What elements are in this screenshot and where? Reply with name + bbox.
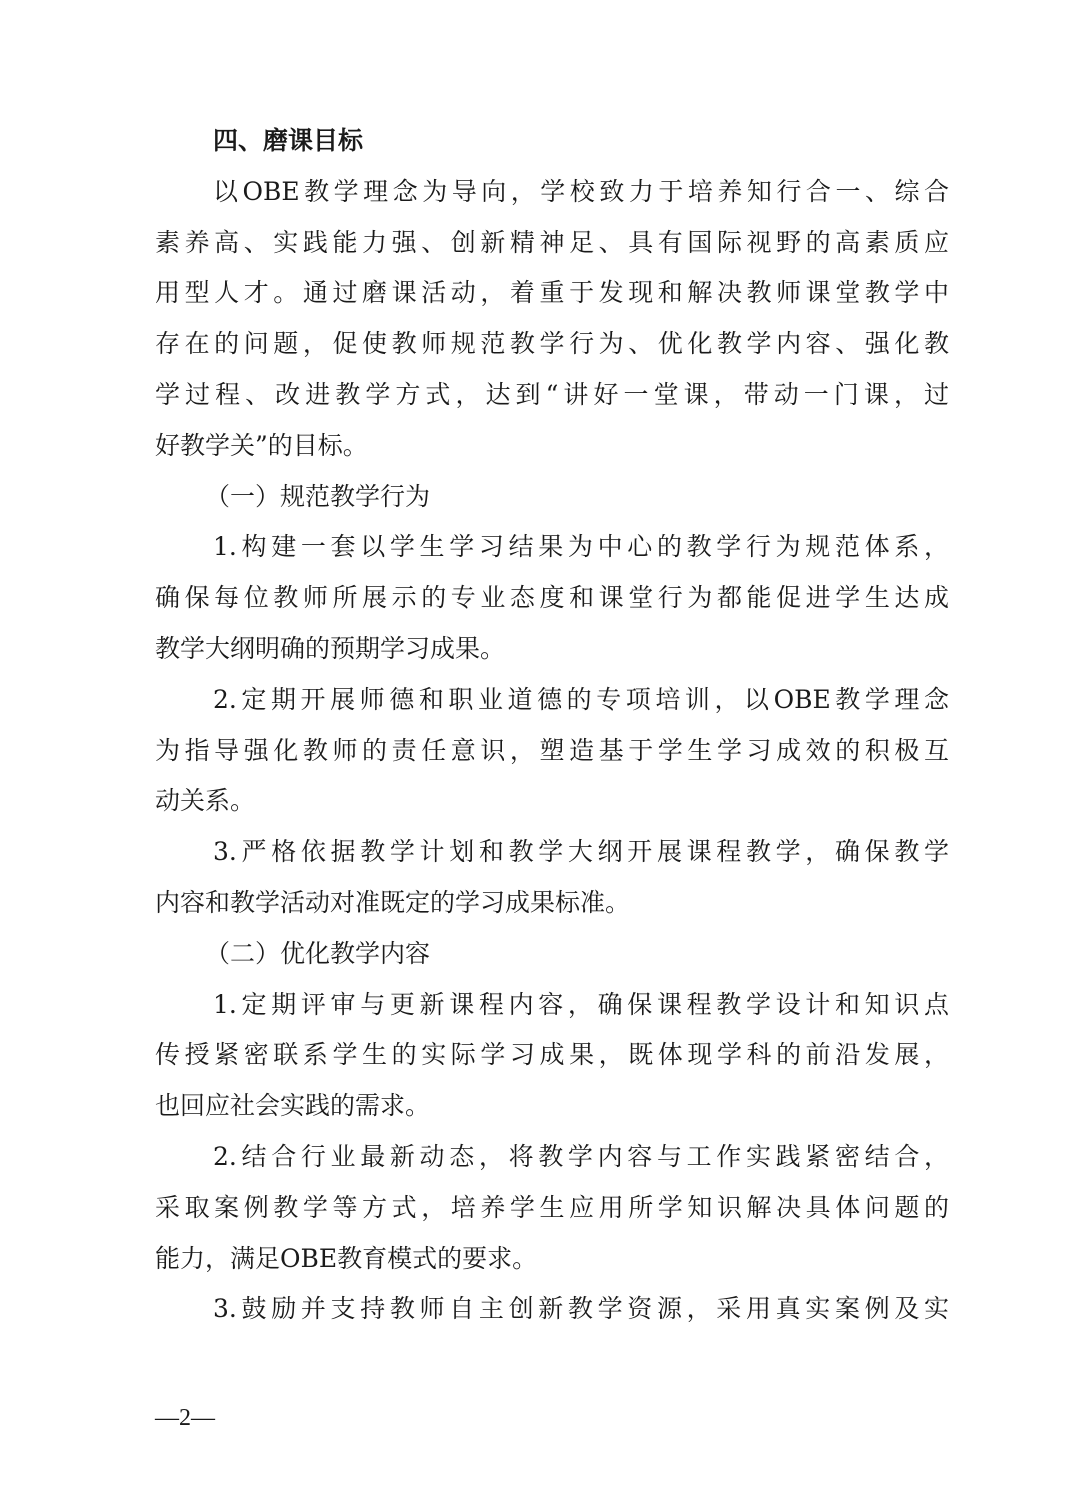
paragraph-2-1 <box>155 980 949 1132</box>
text-line: 用型人才。通过磨课活动，着重于发现和解决教师课堂教学中 <box>155 278 949 308</box>
intro-paragraph <box>155 167 949 472</box>
text-line: 存在的问题，促使教师规范教学行为、优化教学内容、强化教 <box>155 329 949 359</box>
page-number: —2— <box>155 1405 215 1431</box>
paragraph-1-1 <box>155 522 949 674</box>
text-line: 传授紧密联系学生的实际学习成果，既体现学科的前沿发展， <box>155 1040 949 1070</box>
text-line: 采取案例教学等方式，培养学生应用所学知识解决具体问题的 <box>155 1192 949 1222</box>
text-line: 2.结合行业最新动态，将教学内容与工作实践紧密结合， <box>213 1141 949 1171</box>
paragraph-2-3 <box>155 1284 949 1335</box>
text-line: 为指导强化教师的责任意识，塑造基于学生学习成效的积极互 <box>155 735 949 765</box>
text-line: 确保每位教师所展示的专业态度和课堂行为都能促进学生达成 <box>155 583 949 613</box>
text-line: 能力，满足OBE教育模式的要求。 <box>155 1243 538 1273</box>
text-line: 3.严格依据教学计划和教学大纲开展课程教学，确保教学 <box>213 837 949 867</box>
paragraph-2-2 <box>155 1132 949 1284</box>
text-line: 教学大纲明确的预期学习成果。 <box>155 633 506 663</box>
text-line: 以OBE教学理念为导向，学校致力于培养知行合一、综合 <box>213 176 949 206</box>
subheading-2: （二）优化教学内容 <box>205 938 431 968</box>
text-line: 2.定期开展师德和职业道德的专项培训，以OBE教学理念 <box>213 684 949 714</box>
paragraph-1-2 <box>155 675 949 827</box>
text-line: 素养高、实践能力强、创新精神足、具有国际视野的高素质应 <box>155 227 949 257</box>
text-line: 也回应社会实践的需求。 <box>155 1091 431 1121</box>
text-line: 动关系。 <box>155 786 256 816</box>
text-line: 1.构建一套以学生学习结果为中心的教学行为规范体系， <box>213 532 949 562</box>
text-line: 1.定期评审与更新课程内容，确保课程教学设计和知识点 <box>213 989 949 1019</box>
subheading-1: （一）规范教学行为 <box>205 481 431 511</box>
text-line: 内容和教学活动对准既定的学习成果标准。 <box>155 887 631 917</box>
text-line: 3.鼓励并支持教师自主创新教学资源，采用真实案例及实 <box>213 1294 949 1324</box>
section-heading: 四、磨课目标 <box>213 126 364 155</box>
paragraph-1-3 <box>155 827 949 929</box>
document-body <box>155 116 949 1335</box>
text-line: 学过程、改进教学方式，达到“讲好一堂课，带动一门课，过 <box>155 379 949 409</box>
text-line: 好教学关”的目标。 <box>155 430 368 460</box>
